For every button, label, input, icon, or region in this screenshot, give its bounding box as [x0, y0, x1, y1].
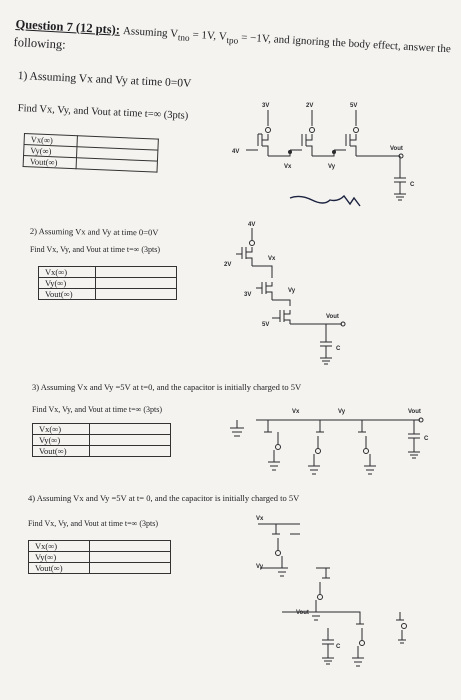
pmos-bubble: [266, 128, 271, 133]
row-label: Vy(∞): [39, 278, 96, 289]
circuit3-label-c: C: [424, 436, 429, 442]
row-label: Vx(∞): [29, 541, 90, 552]
row-label: Vout(∞): [29, 563, 90, 574]
circuit2-label-vout: Vout: [326, 314, 339, 320]
circuit2-label-vx: Vx: [268, 256, 276, 262]
part4-title: 4) Assuming Vx and Vy =5V at t= 0, and the capacitor is initially charged to 5V: [28, 493, 300, 503]
circuit2-label-2v: 2V: [224, 262, 232, 268]
circuit1-label-vy: Vy: [328, 164, 336, 170]
circuit2-label-c: C: [336, 346, 341, 352]
circuit4-label-vy: Vy: [256, 564, 264, 570]
row-label: Vx(∞): [33, 424, 90, 435]
part1-find: Find Vx, Vy, and Vout at time t=∞ (3pts): [17, 103, 189, 122]
row-label: Vout(∞): [23, 156, 76, 169]
row-label: Vx(∞): [39, 267, 96, 278]
circuit-4: [258, 524, 407, 666]
circuit-2: [236, 228, 345, 364]
circuit-1: [246, 110, 406, 206]
circuit3-label-vx: Vx: [292, 409, 300, 415]
part2-title: 2) Assuming Vx and Vy at time 0=0V: [29, 226, 159, 238]
pen-scribble: [290, 196, 360, 206]
circuit1-label-vx: Vx: [284, 164, 292, 170]
part4-find: Find Vx, Vy, and Vout at time t=∞ (3pts): [28, 519, 158, 528]
row-label: Vout(∞): [39, 289, 96, 300]
part3-title: 3) Assuming Vx and Vy =5V at t=0, and the capacitor is initially charged to 5V: [32, 382, 302, 392]
circuit2-label-vy: Vy: [288, 288, 296, 294]
part1-title: 1) Assuming Vx and Vy at time 0=0V: [17, 70, 192, 90]
part2-find: Find Vx, Vy, and Vout at time t=∞ (3pts): [30, 245, 160, 254]
ground-symbol: [394, 194, 406, 200]
circuit1-label-c: C: [410, 182, 415, 188]
circuit3-label-vy: Vy: [338, 409, 346, 415]
circuit1-label-4v: 4V: [232, 149, 240, 155]
row-label: Vy(∞): [29, 552, 90, 563]
circuit2-label-3v: 3V: [244, 292, 252, 298]
row-label: Vout(∞): [33, 446, 90, 457]
circuit2-label-5v: 5V: [262, 322, 270, 328]
row-label: Vy(∞): [24, 145, 77, 158]
part3-find: Find Vx, Vy, and Vout at time t=∞ (3pts): [32, 405, 162, 414]
circuit3-label-vout: Vout: [408, 409, 421, 415]
circuit2-label-4v: 4V: [248, 222, 256, 228]
row-label: Vy(∞): [33, 435, 90, 446]
circuit1-label-vout: Vout: [390, 146, 403, 152]
row-label: Vx(∞): [24, 134, 77, 147]
question-number: Question 7 (12 pts):: [15, 17, 121, 37]
circuit1-label-3v: 3V: [262, 103, 270, 109]
assumption-text: Assuming $V_{tno} = 1V$, $V_{tpo} = -1V$, and ignoring the body effect, answer the: [122, 25, 452, 56]
circuit-3: [230, 418, 423, 474]
circuit4-label-vx: Vx: [256, 516, 264, 522]
circuit1-label-2v: 2V: [306, 103, 314, 109]
following-text: following:: [13, 35, 67, 52]
circuit4-label-vout: Vout: [296, 610, 309, 616]
circuit4-label-c: C: [336, 644, 341, 650]
capacitor-c: [394, 156, 406, 194]
circuit1-label-5v: 5V: [350, 103, 358, 109]
